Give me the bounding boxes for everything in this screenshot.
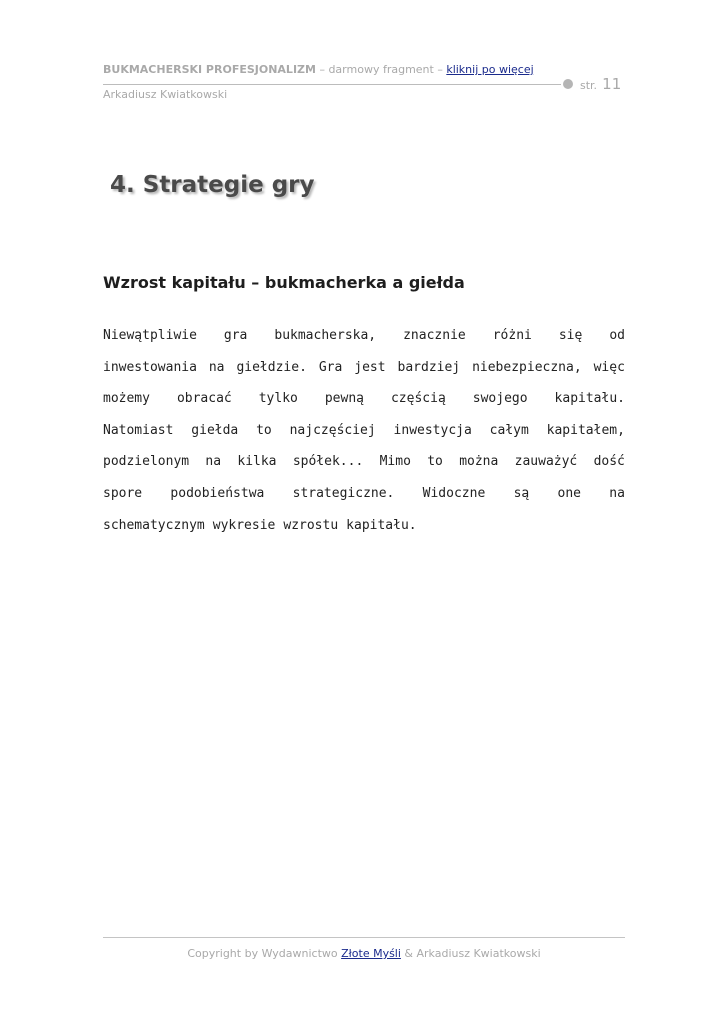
paragraph-line: [103, 415, 625, 447]
paragraph-word: podzielonym: [103, 454, 190, 470]
paragraph-word: strategiczne.: [292, 485, 395, 501]
paragraph-word: Mimo: [379, 454, 411, 470]
paragraph-word: Widoczne: [422, 485, 486, 501]
paragraph-word: swojego: [472, 391, 528, 407]
paragraph-line: [103, 478, 625, 510]
paragraph-word: całym: [489, 422, 529, 438]
paragraph-word: na: [609, 485, 625, 501]
paragraph-line: [103, 510, 625, 542]
header-divider: [103, 84, 561, 85]
paragraph-word: różni: [492, 328, 532, 343]
header-separator: – darmowy fragment –: [315, 63, 447, 76]
paragraph-word: spółek...: [292, 454, 364, 470]
paragraph-word: częścią: [390, 391, 446, 407]
paragraph-word: bardziej: [397, 359, 461, 375]
publisher-link[interactable]: Złote Myśli: [341, 947, 401, 960]
paragraph-word: dość: [593, 454, 625, 470]
header-author: Arkadiusz Kwiatkowski: [103, 88, 228, 101]
page-header: [103, 62, 625, 101]
paragraph-word: Natomiast: [103, 422, 174, 438]
paragraph-word: podobieństwa: [170, 485, 265, 501]
paragraph-word: schematycznym: [103, 517, 205, 533]
header-title-line: [103, 62, 625, 78]
book-title: BUKMACHERSKI PROFESJONALIZM: [103, 63, 316, 76]
footer-prefix: Copyright by Wydawnictwo: [187, 947, 342, 960]
paragraph-word: na: [208, 359, 225, 375]
paragraph-word: możemy: [103, 391, 150, 407]
paragraph-word: inwestowania: [103, 359, 197, 375]
paragraph-word: na: [205, 454, 222, 470]
paragraph-line: [103, 320, 625, 352]
paragraph-word: spore: [103, 485, 143, 501]
footer-suffix: & Arkadiusz Kwiatkowski: [400, 947, 541, 960]
paragraph-word: kapitałem,: [546, 422, 625, 438]
paragraph-line: [103, 446, 625, 478]
paragraph-word: gra: [223, 328, 248, 343]
paragraph-line: [103, 383, 625, 415]
paragraph-word: są: [513, 485, 530, 501]
paragraph-word: najczęściej: [289, 422, 376, 438]
more-link[interactable]: kliknij po więcej: [446, 63, 534, 76]
paragraph-word: tylko: [258, 391, 298, 407]
paragraph-word: to: [256, 422, 272, 438]
paragraph-word: od: [609, 328, 625, 343]
page-number: 11: [602, 75, 622, 93]
page-prefix: str.: [580, 79, 598, 92]
paragraph-word: znacznie: [403, 328, 466, 343]
paragraph-word: Gra: [318, 359, 343, 375]
paragraph-word: one: [557, 485, 581, 501]
paragraph-word: jest: [354, 359, 386, 375]
section-heading: Wzrost kapitału – bukmacherka a giełda: [103, 273, 465, 292]
page-footer: [0, 947, 728, 960]
paragraph-word: kapitału.: [346, 517, 417, 533]
paragraph-line: [103, 352, 625, 384]
paragraph-word: Niewątpliwie: [103, 328, 197, 343]
bullet-icon: [563, 79, 573, 89]
paragraph-word: giełdzie.: [236, 359, 307, 375]
paragraph-word: pewną: [324, 391, 364, 407]
paragraph-word: więc: [593, 359, 625, 375]
body-paragraph: [103, 320, 625, 541]
paragraph-word: niebezpieczna,: [472, 359, 582, 375]
chapter-title: 4. Strategie gry: [110, 172, 315, 198]
paragraph-word: kapitału.: [554, 391, 625, 407]
paragraph-word: obracać: [176, 391, 232, 407]
paragraph-word: to: [427, 454, 443, 470]
footer-divider: [103, 937, 625, 938]
paragraph-word: wykresie: [212, 517, 276, 533]
paragraph-word: wzrostu: [283, 517, 339, 533]
paragraph-word: można: [459, 454, 499, 470]
page-number-label: [580, 74, 621, 93]
paragraph-word: się: [558, 328, 583, 343]
paragraph-word: zauważyć: [514, 454, 578, 470]
paragraph-word: giełda: [191, 422, 239, 438]
paragraph-word: bukmacherska,: [274, 328, 377, 343]
paragraph-word: kilka: [237, 454, 277, 470]
paragraph-word: inwestycja: [393, 422, 472, 438]
